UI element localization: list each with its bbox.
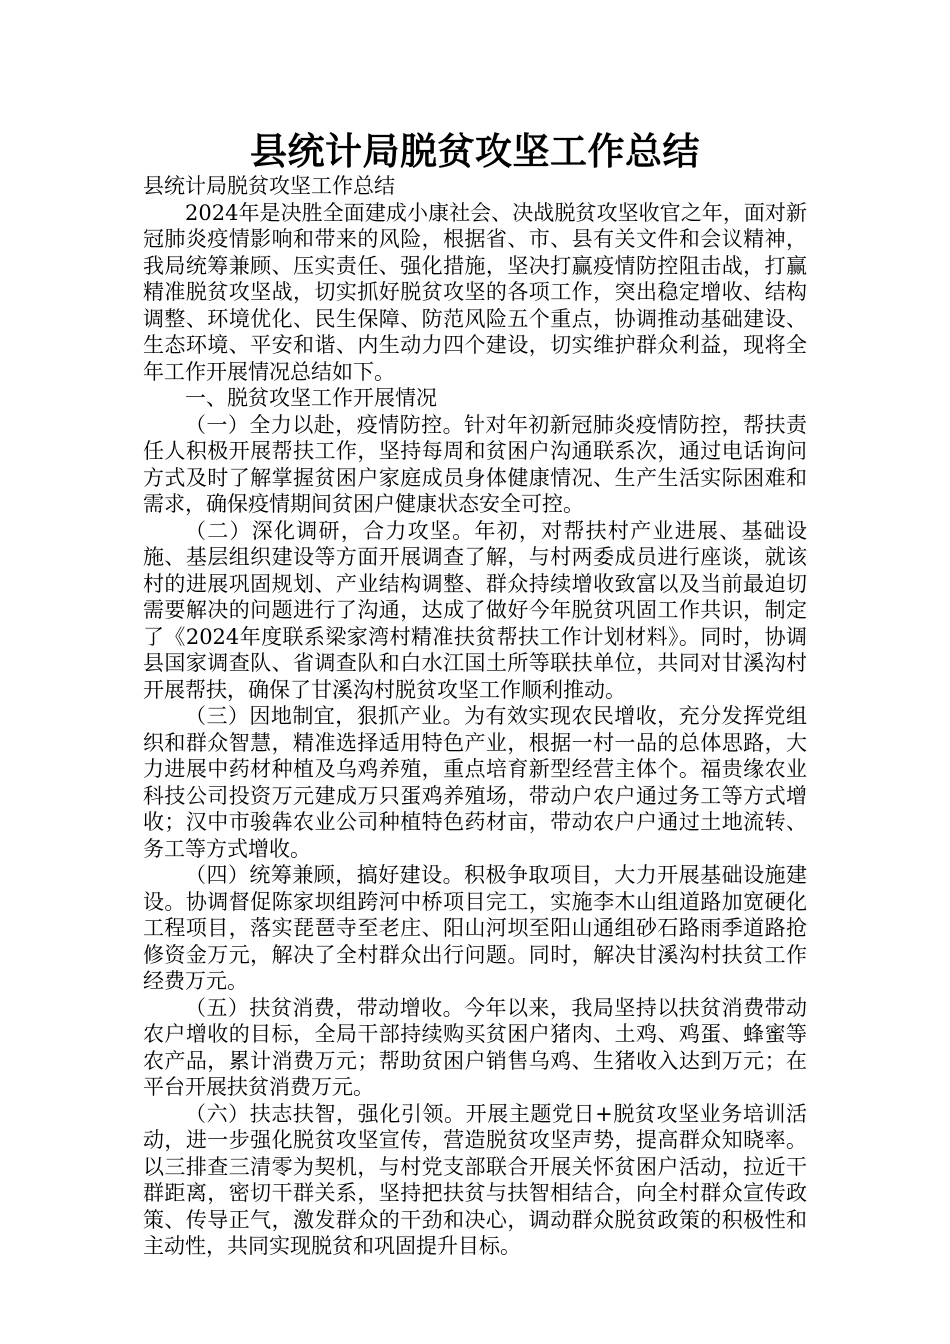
paragraph-epidemic-prevention: （一）全力以赴，疫情防控。针对年初新冠肺炎疫情防控，帮扶责任人积极开展帮扶工作，坚持每周和贫困户沟通联系次，通过电话询问方式及时了解掌握贫困户家庭成员身体健康情况、生产生活实际困难和需求，确保疫情期间贫困户健康状态安全可控。 [143, 412, 807, 516]
paragraph-research: （二）深化调研，合力攻坚。年初，对帮扶村产业进展、基础设施、基层组织建设等方面开展调查了解，与村两委成员进行座谈，就该村的进展巩固规划、产业结构调整、群众持续增收致富以及当前最迫切需要解决的问题进行了沟通，达成了做好今年脱贫巩固工作共识，制定了《2024年度联系梁家湾村精准扶贫帮扶工作计划材料》。同时，协调县国家调查队、省调查队和白水江国土所等联扶单位，共同对甘溪沟村开展帮扶，确保了甘溪沟村脱贫攻坚工作顺利推动。 [143, 518, 807, 702]
document-title: 县统计局脱贫攻坚工作总结 [250, 129, 700, 173]
paragraph-industry: （三）因地制宜，狠抓产业。为有效实现农民增收，充分发挥党组织和群众智慧，精准选择适用特色产业，根据一村一品的总体思路，大力进展中药材种植及乌鸡养殖，重点培育新型经营主体个。福贵缘农业科技公司投资万元建成万只蛋鸡养殖场，带动户农户通过务工等方式增收；汉中市骏犇农业公司种植特色药材亩，带动农户户通过土地流转、务工等方式增收。 [143, 704, 807, 861]
section-heading: 一、脱贫攻坚工作开展情况 [185, 386, 437, 410]
paragraph-construction: （四）统筹兼顾，搞好建设。积极争取项目，大力开展基础设施建设。协调督促陈家坝组跨河中桥项目完工，实施李木山组道路加宽硬化工程项目，落实琵琶寺至老庄、阳山河坝至阳山通组砂石路雨季道路抢修资金万元，解决了全村群众出行问题。同时，解决甘溪沟村扶贫工作经费万元。 [143, 863, 807, 993]
paragraph-intro: 2024年是决胜全面建成小康社会、决战脱贫攻坚收官之年，面对新冠肺炎疫情影响和带来的风险，根据省、市、县有关文件和会议精神，我局统筹兼顾、压实责任、强化措施，坚决打赢疫情防控阻击战，打赢精准脱贫攻坚战，切实抓好脱贫攻坚的各项工作，突出稳定增收、结构调整、环境优化、民生保障、防范风险五个重点，协调推动基础建设、生态环境、平安和谐、内生动力四个建设，切实维护群众利益，现将全年工作开展情况总结如下。 [143, 200, 807, 384]
paragraph-guidance: （六）扶志扶智，强化引领。开展主题党日+脱贫攻坚业务培训活动，进一步强化脱贫攻坚宣传，营造脱贫攻坚声势，提高群众知晓率。以三排查三清零为契机，与村党支部联合开展关怀贫困户活动，拉近干群距离，密切干群关系，坚持把扶贫与扶智相结合，向全村群众宣传政策、传导正气，激发群众的干劲和决心，调动群众脱贫政策的积极性和主动性，共同实现脱贫和巩固提升目标。 [143, 1101, 807, 1258]
document-body [143, 173, 807, 1260]
paragraph-consumption: （五）扶贫消费，带动增收。今年以来，我局坚持以扶贫消费带动农户增收的目标，全局干部持续购买贫困户猪肉、土鸡、鸡蛋、蜂蜜等农产品，累计消费万元；帮助贫困户销售乌鸡、生猪收入达到万元；在平台开展扶贫消费万元。 [143, 995, 807, 1099]
document-subtitle: 县统计局脱贫攻坚工作总结 [143, 174, 395, 198]
